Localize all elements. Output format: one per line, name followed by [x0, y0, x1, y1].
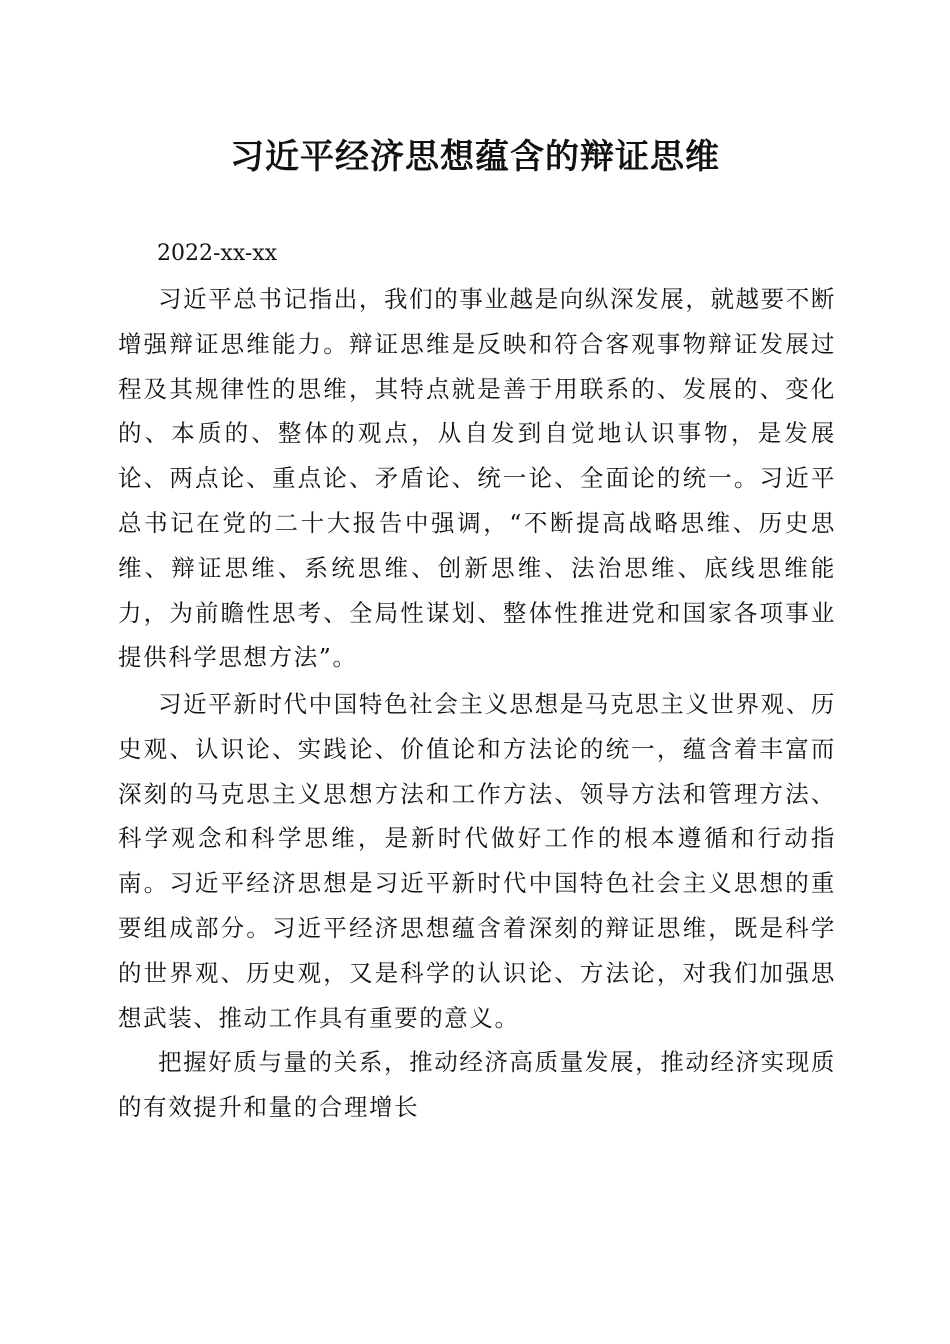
document-date: 2022-xx-xx: [157, 241, 278, 266]
document-title: 习近平经济思想蕴含的辩证思维: [230, 137, 720, 177]
paragraph-1: 习近平总书记指出，我们的事业越是向纵深发展，就越要不断增强辩证思维能力。辩证思维是反映和符合客观事物辩证发展过程及其规律性的思维，其特点就是善于用联系的、发展的、变化的、本质的、整体的观点，从自发到自觉地认识事物，是发展论、两点论、重点论、矛盾论、统一论、全面论的统一。习近平总书记在党的二十大报告中强调，“不断提高战略思维、历史思维、辩证思维、系统思维、创新思维、法治思维、底线思维能力，为前瞻性思考、全局性谋划、整体性推进党和国家各项事业提供科学思想方法”。: [118, 285, 836, 672]
paragraph-3: 把握好质与量的关系，推动经济高质量发展，推动经济实现质的有效提升和量的合理增长: [118, 1048, 836, 1121]
paragraph-2: 习近平新时代中国特色社会主义思想是马克思主义世界观、历史观、认识论、实践论、价值论和方法论的统一，蕴含着丰富而深刻的马克思主义思想方法和工作方法、领导方法和管理方法、科学观念和科学思维，是新时代做好工作的根本遵循和行动指南。习近平经济思想是习近平新时代中国特色社会主义思想的重要组成部分。习近平经济思想蕴含着深刻的辩证思维，既是科学的世界观、历史观，又是科学的认识论、方法论，对我们加强思想武装、推动工作具有重要的意义。: [118, 690, 836, 1032]
